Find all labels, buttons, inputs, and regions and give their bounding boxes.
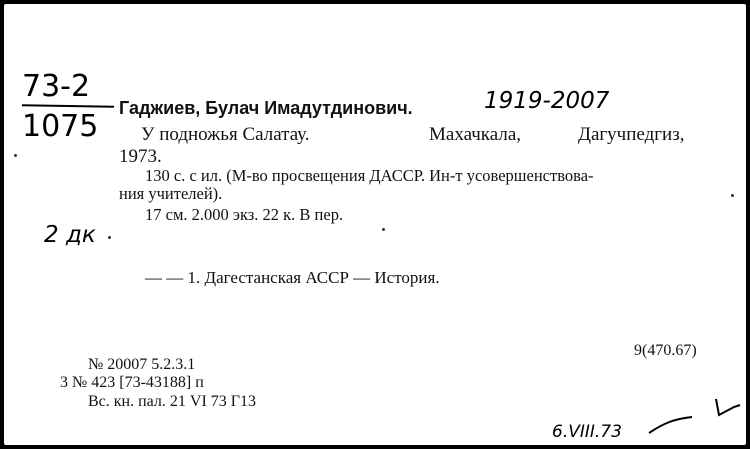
footer-line-1: № 20007 5.2.3.1 <box>88 356 196 373</box>
physical-description: 17 см. 2.000 экз. 22 к. В пер. <box>145 205 344 224</box>
call-number-top: 73-2 <box>22 69 91 104</box>
publisher: Дагучпедгиз, <box>578 124 685 145</box>
publication-year: 1973. <box>119 146 162 167</box>
classification-number: 9(470.67) <box>634 342 697 359</box>
footer-line-2: 3 № 423 [73-43188] п <box>60 374 204 391</box>
title-text: У подножья Салатау. <box>141 124 310 145</box>
handwritten-stamp-date: 6.VIII.73 <box>552 422 622 442</box>
stray-dot <box>382 228 385 231</box>
publication-place: Махачкала, <box>429 124 522 145</box>
life-dates-handwritten: 1919-2007 <box>484 88 610 114</box>
mark-dot <box>108 236 111 239</box>
call-number-divider <box>22 104 114 108</box>
handwritten-mark: 2 дк <box>44 222 96 248</box>
call-number-bottom: 1075 <box>22 109 99 144</box>
subject-heading: — — 1. Дагестанская АССР — История. <box>145 268 440 287</box>
pagination-line-1: 130 с. с ил. (М-во просвещения ДАССР. Ин-т усовершенствова- <box>145 166 594 185</box>
stray-dot <box>14 154 17 157</box>
pagination-line-2: ния учителей). <box>119 184 223 203</box>
author-heading: Гаджиев, Булач Имадутдинович. <box>119 98 413 118</box>
catalog-card <box>4 4 746 445</box>
handwritten-scribble <box>644 389 744 439</box>
footer-line-3: Вс. кн. пал. 21 VI 73 Г13 <box>88 393 257 410</box>
stray-dot <box>731 194 734 197</box>
